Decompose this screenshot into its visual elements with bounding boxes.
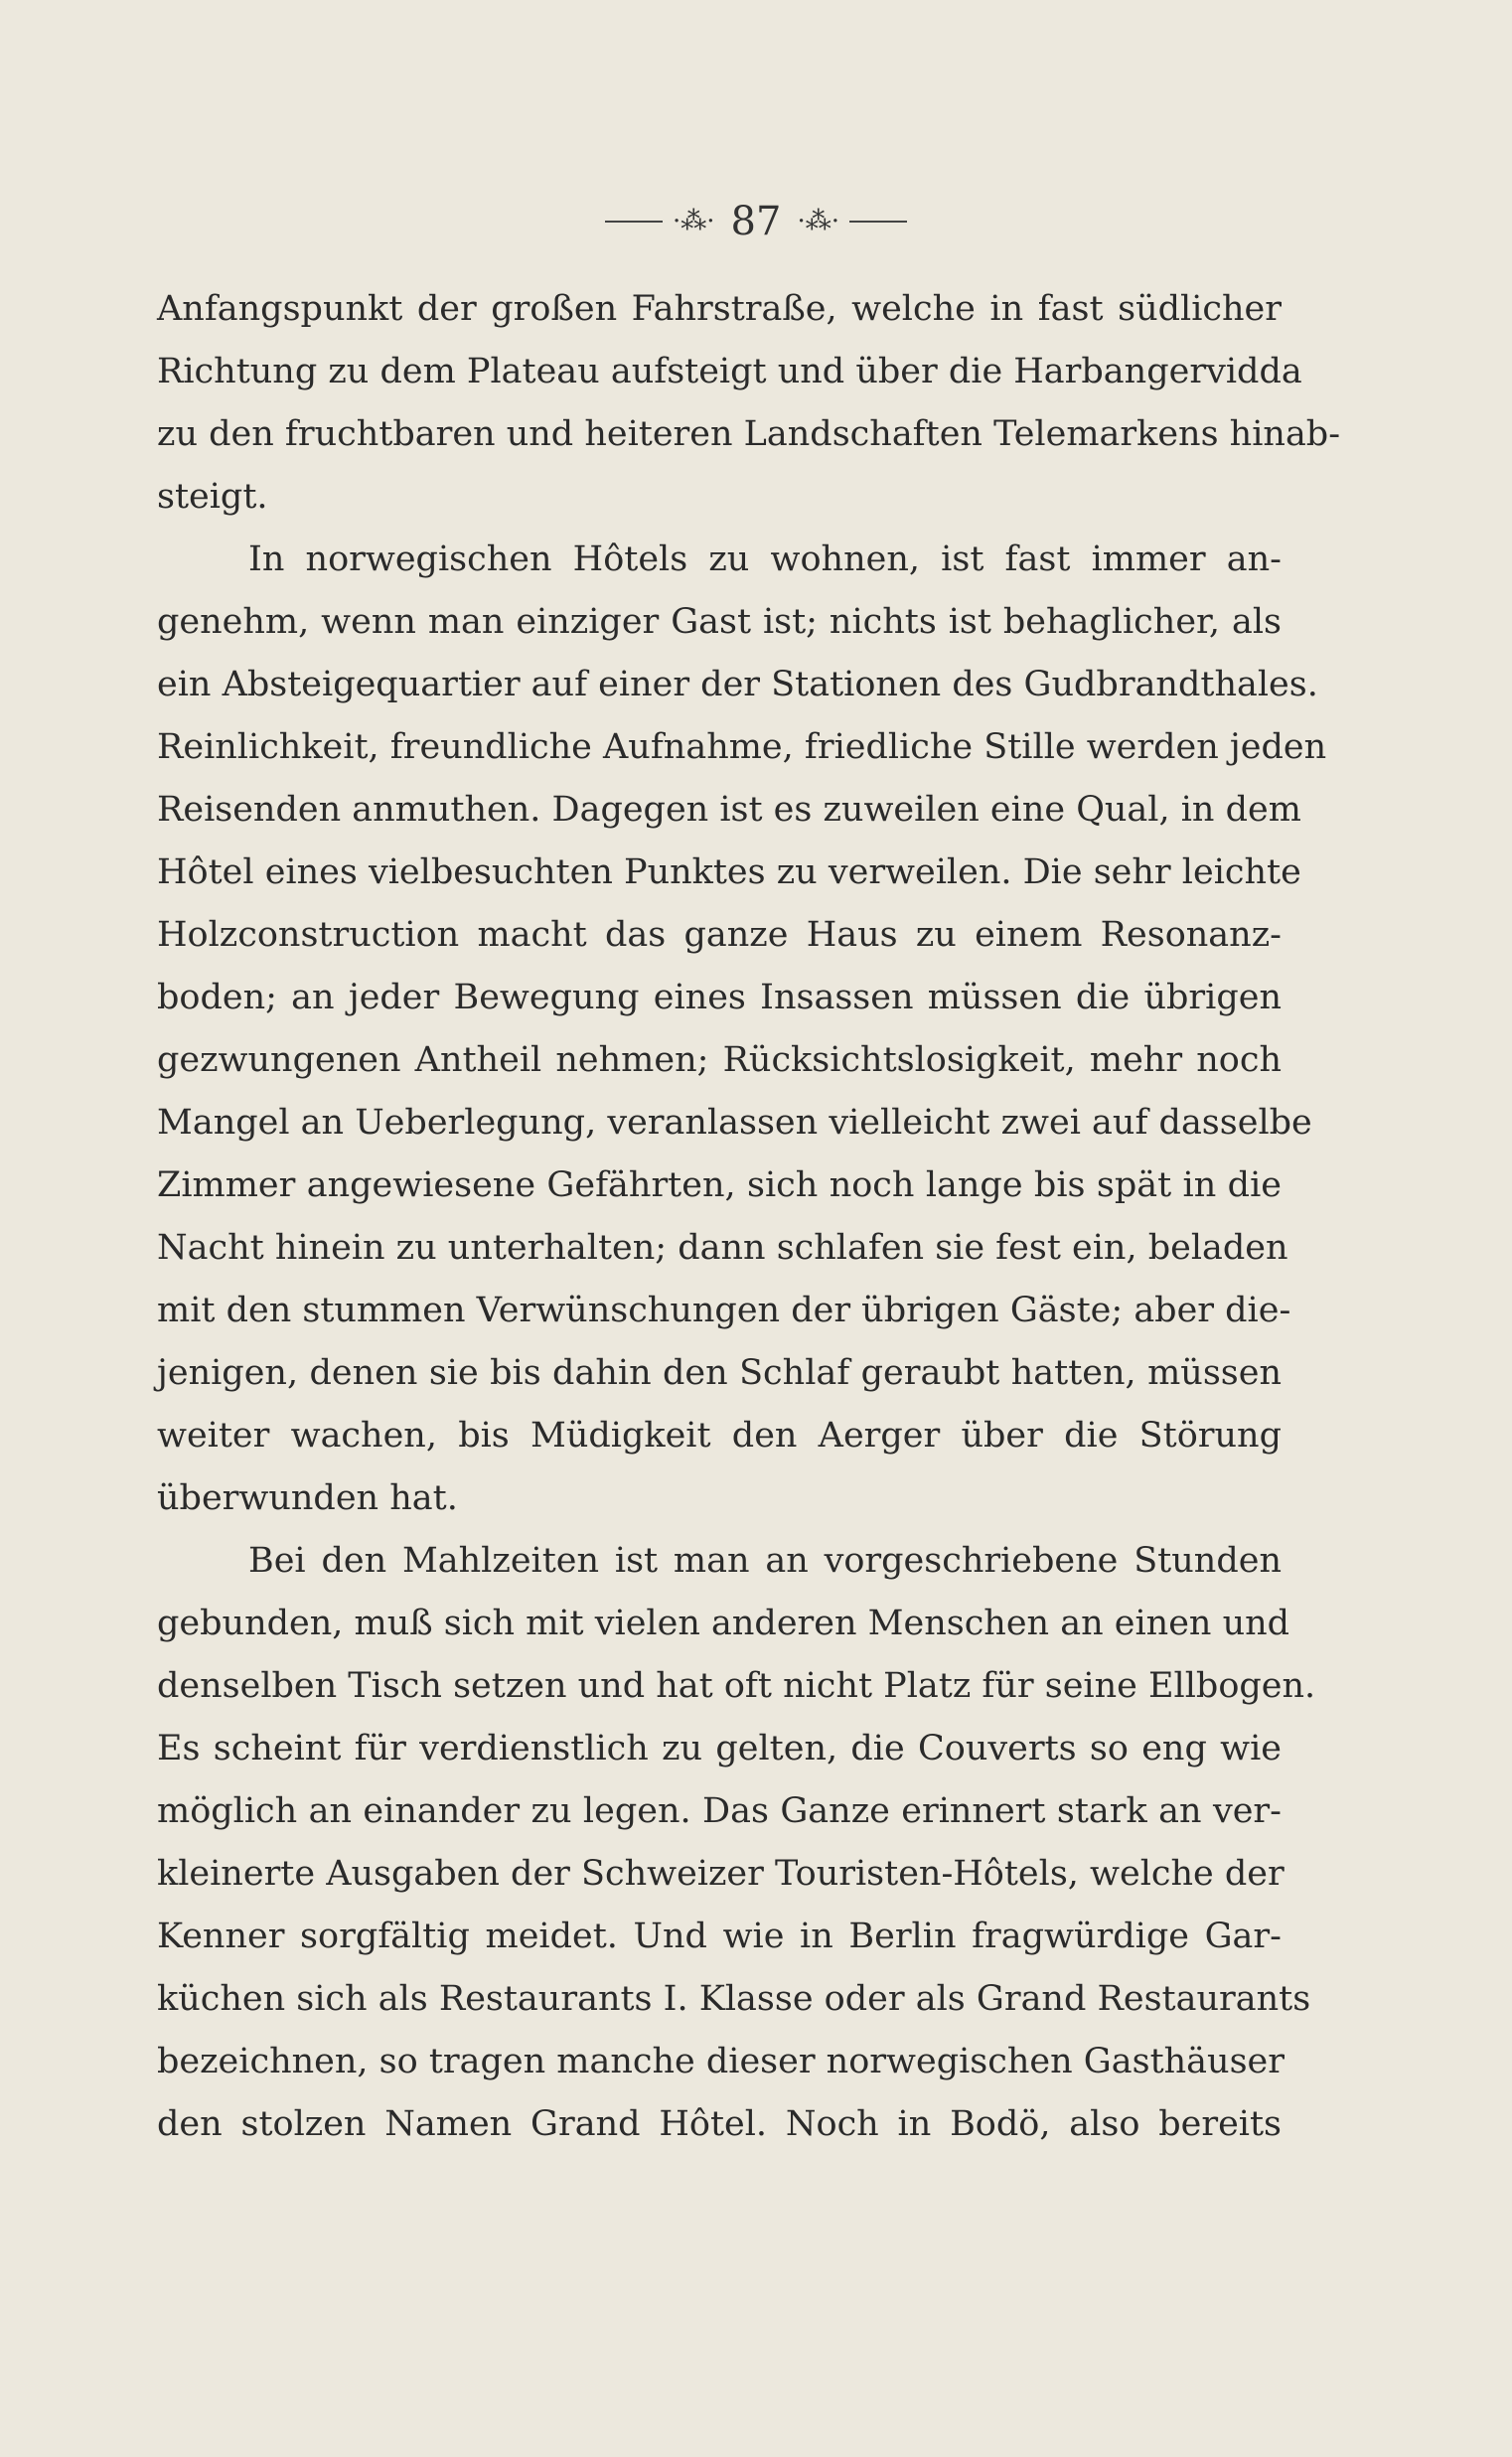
- text-line: Reinlichkeit, freundliche Aufnahme, friedliche Stille werden jeden: [157, 727, 1327, 767]
- paragraph-3: [157, 1530, 1316, 2156]
- text-line: steigt.: [157, 477, 268, 517]
- text-line: ein Absteigequartier auf einer der Stationen des Gudbrandthales.: [157, 665, 1318, 704]
- text-line: Kenner sorgfältig meidet. Und wie in Berlin fragwürdige Gar-: [157, 1917, 1282, 1956]
- left-ornament: ·⁂·: [673, 207, 715, 236]
- text-line: gezwungenen Antheil nehmen; Rücksichtslosigkeit, mehr noch: [157, 1040, 1282, 1080]
- text-line: Anfangspunkt der großen Fahrstraße, welche in fast südlicher: [157, 289, 1282, 329]
- text-line: boden; an jeder Bewegung eines Insassen müssen die übrigen: [157, 978, 1282, 1017]
- text-line: jenigen, denen sie bis dahin den Schlaf geraubt hatten, müssen: [157, 1353, 1282, 1393]
- text-line: Hôtel eines vielbesuchten Punktes zu verweilen. Die sehr leichte: [157, 852, 1301, 892]
- text-line: weiter wachen, bis Müdigkeit den Aerger über die Störung: [157, 1416, 1282, 1456]
- page-number: 87: [730, 199, 782, 244]
- text-line: möglich an einander zu legen. Das Ganze erinnert stark an ver-: [157, 1791, 1282, 1831]
- text-line: Richtung zu dem Plateau aufsteigt und über die Harbangervidda: [157, 352, 1302, 391]
- running-header: [0, 194, 1512, 243]
- text-line: den stolzen Namen Grand Hôtel. Noch in Bodö, also bereits: [157, 2104, 1282, 2144]
- text-line: Mangel an Ueberlegung, veranlassen vielleicht zwei auf dasselbe: [157, 1103, 1312, 1143]
- text-line: Holzconstruction macht das ganze Haus zu einem Resonanz-: [157, 915, 1282, 955]
- text-line: In norwegischen Hôtels zu wohnen, ist fast immer an-: [248, 539, 1282, 579]
- text-line: überwunden hat.: [157, 1478, 458, 1518]
- text-line: Es scheint für verdienstlich zu gelten, die Couverts so eng wie: [157, 1729, 1282, 1768]
- text-line: Bei den Mahlzeiten ist man an vorgeschriebene Stunden: [248, 1541, 1282, 1581]
- right-ornament: ·⁂·: [797, 207, 839, 236]
- paragraph-1: [157, 278, 1341, 529]
- text-line: denselben Tisch setzen und hat oft nicht Platz für seine Ellbogen.: [157, 1666, 1316, 1706]
- text-line: küchen sich als Restaurants I. Klasse oder als Grand Restaurants: [157, 1979, 1311, 2019]
- text-line: bezeichnen, so tragen manche dieser norwegischen Gasthäuser: [157, 2042, 1285, 2081]
- text-line: Nacht hinein zu unterhalten; dann schlafen sie fest ein, beladen: [157, 1228, 1288, 1268]
- paragraph-2: [157, 529, 1327, 1530]
- text-line: kleinerte Ausgaben der Schweizer Touristen-Hôtels, welche der: [157, 1854, 1285, 1894]
- text-line: zu den fruchtbaren und heiteren Landschaften Telemarkens hinab-: [157, 414, 1341, 454]
- text-line: Zimmer angewiesene Gefährten, sich noch lange bis spät in die: [157, 1165, 1282, 1205]
- text-line: Reisenden anmuthen. Dagegen ist es zuweilen eine Qual, in dem: [157, 790, 1301, 830]
- text-line: mit den stummen Verwünschungen der übrigen Gäste; aber die-: [157, 1291, 1291, 1330]
- body-text: [157, 278, 1341, 2156]
- left-rule: [605, 221, 663, 223]
- right-rule: [849, 221, 907, 223]
- text-line: gebunden, muß sich mit vielen anderen Menschen an einen und: [157, 1604, 1290, 1643]
- text-line: genehm, wenn man einziger Gast ist; nichts ist behaglicher, als: [157, 602, 1282, 642]
